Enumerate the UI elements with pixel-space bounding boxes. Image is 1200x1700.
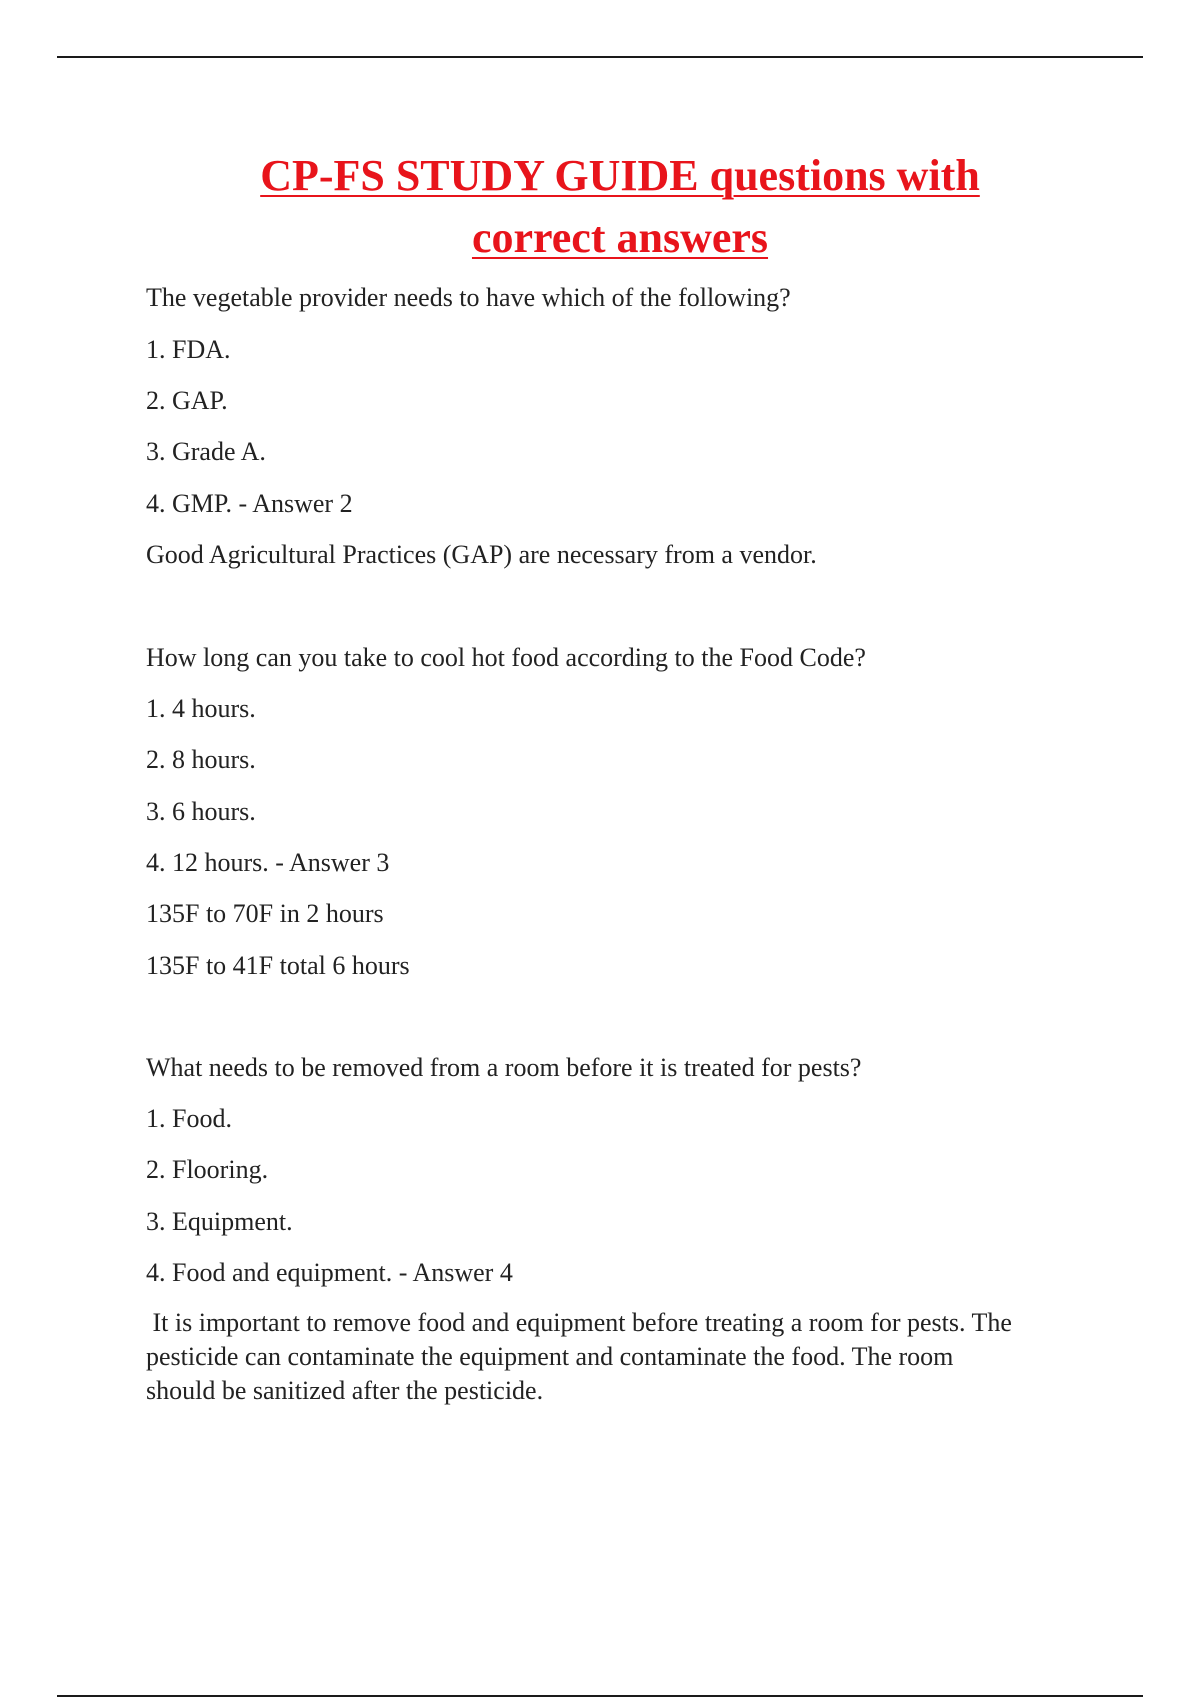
q2-explanation-line-2: 135F to 41F total 6 hours	[146, 951, 410, 980]
q1-explanation: Good Agricultural Practices (GAP) are necessary from a vendor.	[146, 540, 817, 569]
q1-option-3: 3. Grade A.	[146, 437, 266, 466]
q3-explanation-line-3: should be sanitized after the pesticide.	[146, 1376, 544, 1405]
q2-option-4-answer: 4. 12 hours. - Answer 3	[146, 848, 390, 877]
q3-explanation-line-2: pesticide can contaminate the equipment and contaminate the food. The room	[146, 1342, 954, 1371]
question-2: How long can you take to cool hot food according to the Food Code?	[146, 643, 866, 672]
question-1: The vegetable provider needs to have which of the following?	[146, 283, 791, 312]
q3-option-3: 3. Equipment.	[146, 1207, 293, 1236]
q2-option-3: 3. 6 hours.	[146, 797, 256, 826]
title-line-1: CP-FS STUDY GUIDE questions with	[260, 151, 980, 200]
q2-option-2: 2. 8 hours.	[146, 745, 256, 774]
header-rule	[57, 56, 1143, 58]
q1-option-2: 2. GAP.	[146, 386, 228, 415]
q3-option-1: 1. Food.	[146, 1104, 232, 1133]
q1-option-4-answer: 4. GMP. - Answer 2	[146, 489, 353, 518]
title-line-2: correct answers	[471, 213, 769, 262]
q1-option-1: 1. FDA.	[146, 335, 231, 364]
q2-option-1: 1. 4 hours.	[146, 694, 256, 723]
q3-option-2: 2. Flooring.	[146, 1155, 269, 1184]
footer-rule	[57, 1695, 1143, 1697]
question-3: What needs to be removed from a room before it is treated for pests?	[146, 1053, 862, 1082]
q3-explanation-line-1: It is important to remove food and equipment before treating a room for pests. The	[146, 1308, 1012, 1337]
q2-explanation-line-1: 135F to 70F in 2 hours	[146, 899, 384, 928]
q3-option-4-answer: 4. Food and equipment. - Answer 4	[146, 1258, 513, 1287]
page-title	[140, 145, 1100, 269]
q3-explanation	[146, 1306, 1106, 1408]
